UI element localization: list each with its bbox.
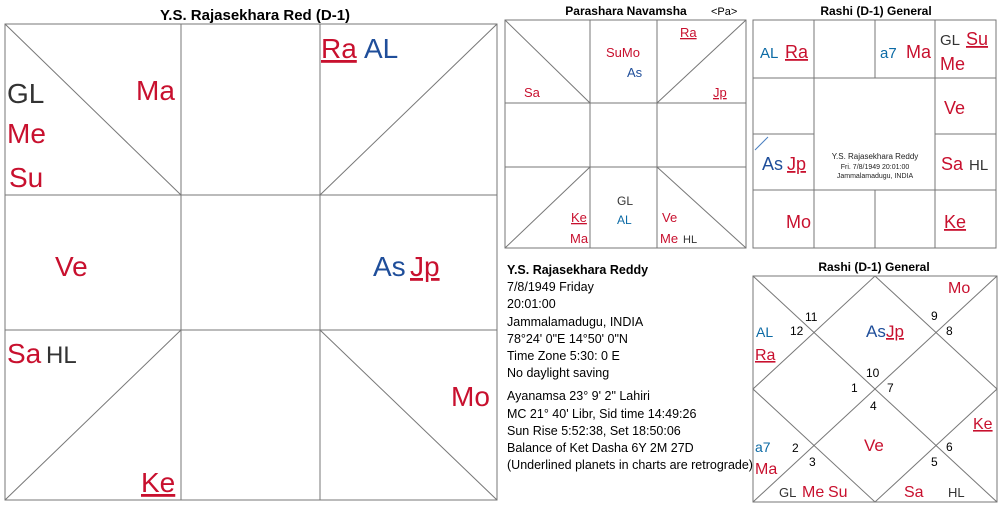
navamsa-planet-jp: Jp (713, 85, 727, 100)
rashi-sq-center-place: Jammalamadugu, INDIA (836, 173, 914, 180)
rashi-n-house-3: 3 (809, 455, 816, 469)
birth-details (507, 262, 755, 474)
retrograde-note: (Underlined planets in charts are retrograde) (507, 458, 753, 473)
rashi-sq-planet-jp: Jp (787, 154, 807, 174)
navamsa-title: Parashara Navamsha (565, 4, 687, 18)
rashi-sq-planet-gl: GL (940, 32, 961, 49)
navamsa-planet-as: As (627, 65, 643, 80)
navamsa-planet-ma: Ma (570, 231, 589, 246)
rashi-sq-planet-al: AL (760, 45, 779, 62)
rashi-n-planet-mo: Mo (948, 280, 971, 297)
rashi-n-planet-sa: Sa (904, 484, 924, 501)
rashi-n-house-8: 8 (946, 324, 953, 338)
rashi-square-title: Rashi (D-1) General (820, 4, 932, 18)
rashi-n-house-12: 12 (790, 324, 804, 338)
navamsa-planet-ke: Ke (571, 210, 587, 225)
navamsa-planet-sa: Sa (524, 85, 540, 100)
rashi-sq-planet-ra: Ra (785, 42, 809, 62)
rashi-n-house-9: 9 (931, 309, 938, 323)
rashi-n-house-6: 6 (946, 440, 953, 454)
d1-planet-mo: Mo (451, 381, 490, 412)
rashi-sq-planet-a7: a7 (880, 45, 897, 62)
rashi-sq-planet-ma: Ma (906, 42, 932, 62)
native-name: Y.S. Rajasekhara Reddy (507, 263, 649, 277)
d1-planet-sa: Sa (7, 338, 42, 369)
d1-title: Y.S. Rajasekhara Red (D-1) (159, 7, 351, 24)
ayanamsa: Ayanamsa 23° 9' 2" Lahiri (507, 389, 650, 404)
birth-coordinates: 78°24' 0"E 14°50' 0"N (507, 331, 628, 346)
mc-sid-time: MC 21° 40' Libr, Sid time 14:49:26 (507, 406, 697, 421)
d1-planet-ke: Ke (141, 467, 176, 498)
rashi-sq-planet-ke: Ke (944, 212, 967, 232)
d1-planet-ve: Ve (55, 251, 88, 282)
navamsa-planet-ra: Ra (680, 25, 697, 40)
d1-planet-su: Su (9, 162, 44, 193)
rashi-sq-planet-hl: HL (969, 157, 989, 174)
rashi-n-planet-su: Su (828, 484, 848, 501)
rashi-n-planet-gl: GL (779, 485, 797, 500)
rashi-n-planet-a7: a7 (755, 439, 771, 455)
d1-planet-jp: Jp (410, 251, 440, 282)
navamsa-planet-sumo: SuMo (606, 45, 640, 60)
rashi-sq-planet-su: Su (966, 29, 989, 49)
navamsa-planet-al: AL (617, 213, 632, 227)
d1-planet-me: Me (7, 118, 46, 149)
rashi-n-house-2: 2 (792, 441, 799, 455)
rashi-north-title: Rashi (D-1) General (818, 260, 930, 274)
navamsa-planet-ve: Ve (662, 210, 678, 225)
d1-planet-ma: Ma (136, 75, 175, 106)
rashi-sq-center-name: Y.S. Rajasekhara Reddy (831, 152, 919, 161)
rashi-sq-center-date: Fri. 7/8/1949 20:01:00 (840, 164, 910, 171)
birth-date: 7/8/1949 Friday (507, 280, 594, 295)
rashi-sq-planet-as: As (762, 154, 784, 174)
rashi-n-house-7: 7 (887, 381, 894, 395)
rashi-sq-planet-me: Me (940, 54, 966, 74)
sun-rise-set: Sun Rise 5:52:38, Set 18:50:06 (507, 423, 681, 438)
rashi-n-planet-al: AL (756, 324, 774, 340)
birth-time: 20:01:00 (507, 297, 556, 312)
navamsa-planet-hl: HL (683, 234, 698, 246)
d1-planet-gl: GL (7, 78, 45, 109)
navamsa-planet-gl: GL (617, 194, 634, 208)
time-zone: Time Zone 5:30: 0 E (507, 349, 620, 364)
d1-planet-hl: HL (46, 342, 77, 369)
d1-planet-ra: Ra (321, 33, 357, 64)
rashi-sq-planet-mo: Mo (786, 212, 812, 232)
rashi-sq-planet-sa: Sa (941, 154, 964, 174)
rashi-sq-planet-ve: Ve (944, 98, 966, 118)
dasha-balance: Balance of Ket Dasha 6Y 2M 27D (507, 441, 694, 456)
d1-planet-al: AL (364, 33, 399, 64)
rashi-n-house-11: 11 (805, 310, 818, 324)
navamsa-tag: <Pa> (711, 6, 738, 18)
rashi-n-house-10: 10 (866, 366, 880, 380)
rashi-n-planet-hl: HL (948, 485, 965, 500)
rashi-north-chart (753, 276, 997, 502)
rashi-n-house-4: 4 (870, 399, 877, 413)
rashi-n-planet-as: As (866, 322, 886, 341)
rashi-n-house-5: 5 (931, 455, 938, 469)
navamsa-planet-me: Me (660, 231, 679, 246)
daylight-saving: No daylight saving (507, 366, 610, 381)
rashi-n-planet-jp: Jp (886, 322, 904, 341)
rashi-n-house-1: 1 (851, 381, 858, 395)
rashi-n-planet-ma: Ma (755, 461, 778, 478)
d1-planet-as: As (373, 251, 406, 282)
rashi-n-planet-ke: Ke (973, 416, 993, 433)
rashi-n-planet-ve: Ve (864, 436, 884, 455)
birth-place: Jammalamadugu, INDIA (507, 314, 644, 329)
rashi-n-planet-ra: Ra (755, 347, 776, 364)
rashi-n-planet-me: Me (802, 484, 825, 501)
